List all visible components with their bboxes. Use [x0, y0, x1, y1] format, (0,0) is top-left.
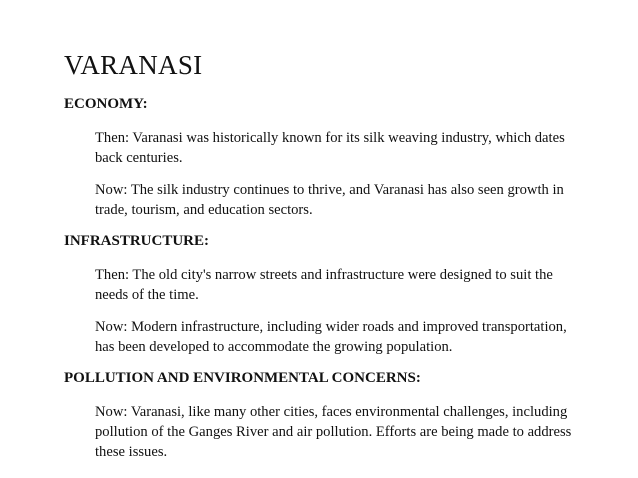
paragraph-line: Now: The silk industry continues to thrive, and Varanasi has also seen growth in — [95, 182, 564, 198]
economy-now-paragraph — [95, 180, 595, 220]
paragraph-line: trade, tourism, and education sectors. — [95, 202, 313, 218]
paragraph-line: Then: The old city's narrow streets and infrastructure were designed to suit the — [95, 267, 553, 283]
paragraph-line: back centuries. — [95, 150, 183, 166]
pollution-now-paragraph — [95, 402, 595, 462]
paragraph-line: Now: Modern infrastructure, including wider roads and improved transportation, — [95, 319, 567, 335]
section-heading-economy: ECONOMY: — [64, 96, 148, 112]
paragraph-line: pollution of the Ganges River and air pollution. Efforts are being made to address — [95, 424, 572, 440]
economy-then-paragraph — [95, 128, 595, 168]
infrastructure-now-paragraph — [95, 317, 595, 357]
paragraph-line: has been developed to accommodate the growing population. — [95, 339, 453, 355]
infrastructure-then-paragraph — [95, 265, 595, 305]
paragraph-line: Then: Varanasi was historically known for its silk weaving industry, which dates — [95, 130, 565, 146]
paragraph-line: Now: Varanasi, like many other cities, faces environmental challenges, including — [95, 404, 568, 420]
paragraph-line: these issues. — [95, 444, 168, 460]
section-heading-pollution: POLLUTION AND ENVIRONMENTAL CONCERNS: — [64, 370, 421, 386]
slide-title: VARANASI — [64, 50, 203, 80]
section-heading-infrastructure: INFRASTRUCTURE: — [64, 233, 210, 249]
paragraph-line: needs of the time. — [95, 287, 199, 303]
